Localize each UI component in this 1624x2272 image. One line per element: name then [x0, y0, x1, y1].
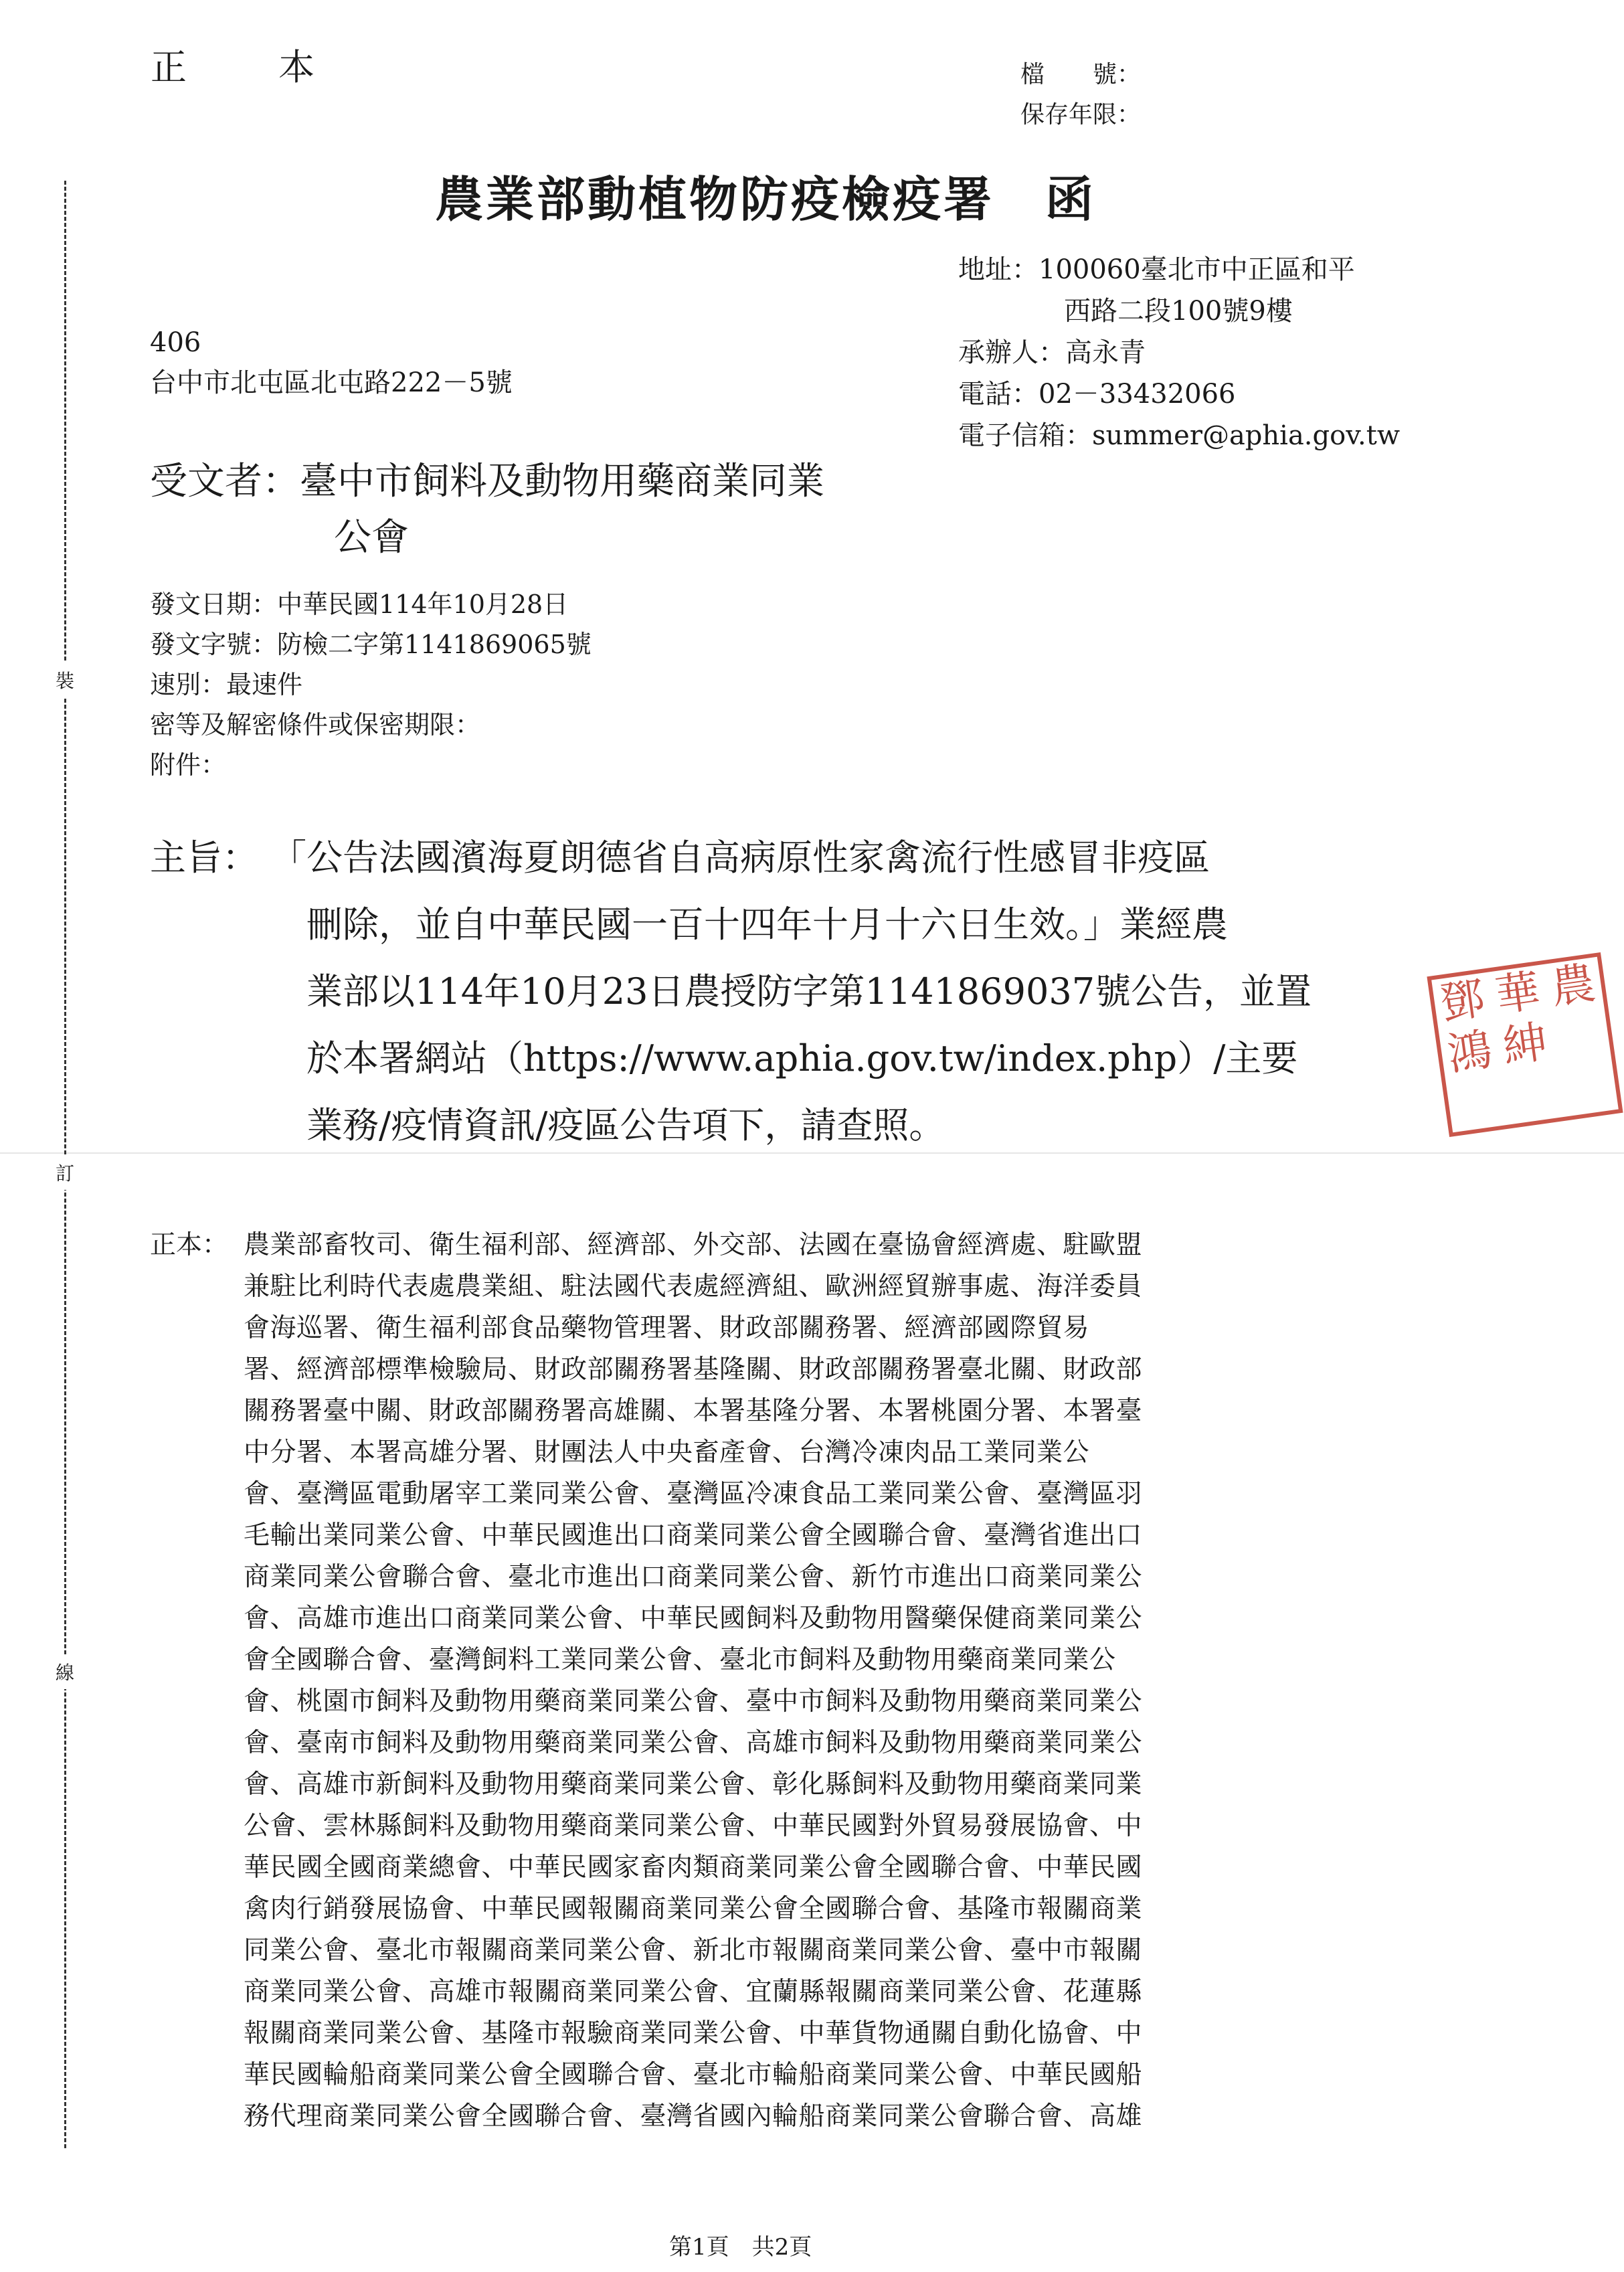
document-meta	[150, 584, 592, 785]
cc-line: 報關商業同業公會、基隆市報驗商業同業公會、中華貨物通關自動化協會、中	[244, 2018, 1143, 2048]
cc-line: 務代理商業同業公會全國聯合會、臺灣省國內輪船商業同業公會聯合會、高雄	[244, 2101, 1143, 2131]
cc-line: 會、桃園市飼料及動物用藥商業同業公會、臺中市飼料及動物用藥商業同業公	[244, 1686, 1143, 1717]
postal-street: 台中市北屯區北屯路222－5號	[150, 367, 513, 398]
secrecy-class: 密等及解密條件或保密期限：	[150, 710, 481, 739]
sender-phone: 電話：02－33432066	[958, 379, 1236, 410]
recipient	[150, 454, 824, 566]
document-title: 農業部動植物防疫檢疫署 函	[435, 171, 1097, 228]
speed-class: 速別：最速件	[150, 670, 303, 699]
sender-address-line1: 地址：100060臺北市中正區和平	[958, 254, 1355, 285]
issue-date: 發文日期：中華民國114年10月28日	[150, 590, 569, 619]
copy-mark: 正 本	[151, 46, 355, 88]
file-number-label: 檔 號：	[1020, 61, 1142, 88]
seal-char: 華	[1492, 964, 1544, 1023]
cc-line: 中分署、本署高雄分署、財團法人中央畜產會、台灣冷凍肉品工業同業公	[244, 1437, 1090, 1468]
recipient-line2: 公會	[334, 516, 409, 559]
cc-line: 商業同業公會、高雄市報關商業同業公會、宜蘭縣報關商業同業公會、花蓮縣	[244, 1977, 1143, 2007]
seal-char: 鄧	[1437, 972, 1488, 1030]
cc-list	[244, 1225, 1142, 2137]
cc-line: 毛輸出業同業公會、中華民國進出口商業同業公會全國聯合會、臺灣省進出口	[244, 1520, 1143, 1551]
seal-char: 農	[1547, 957, 1599, 1015]
cc-line: 公會、雲林縣飼料及動物用藥商業同業公會、中華民國對外貿易發展協會、中	[244, 1811, 1143, 1841]
issue-number: 發文字號：防檢二字第1141869065號	[150, 630, 592, 659]
subject-line: 於本署網站（https://www.aphia.gov.tw/index.php）/主要	[270, 1037, 1298, 1079]
cc-label: 正本：	[150, 1230, 229, 1260]
margin-char-zhuang: 裝	[56, 663, 74, 697]
postal-code: 406	[150, 327, 201, 358]
cc-line: 會海巡署、衛生福利部食品藥物管理署、財政部關務署、經濟部國際貿易	[244, 1313, 1090, 1343]
cc-line: 關務署臺中關、財政部關務署高雄關、本署基隆分署、本署桃園分署、本署臺	[244, 1396, 1143, 1426]
subject-line: 業部以114年10月23日農授防字第1141869037號公告，並置	[270, 970, 1312, 1013]
file-labels	[1020, 55, 1141, 135]
official-seal	[1427, 952, 1623, 1137]
sender-address-line2: 西路二段100號9樓	[1064, 296, 1293, 327]
postal-address	[150, 323, 513, 403]
cc-line: 禽肉行銷發展協會、中華民國報關商業同業公會全國聯合會、基隆市報關商業	[244, 1894, 1143, 1924]
cc-line: 會、高雄市新飼料及動物用藥商業同業公會、彰化縣飼料及動物用藥商業同業	[244, 1769, 1143, 1800]
subject-line: 刪除，並自中華民國一百十四年十月十六日生效。」業經農	[270, 903, 1228, 946]
attachment: 附件：	[150, 750, 227, 780]
recipient-line1: 受文者：臺中市飼料及動物用藥商業同業	[150, 460, 824, 503]
cc-line: 華民國輪船商業同業公會全國聯合會、臺北市輪船商業同業公會、中華民國船	[244, 2060, 1143, 2090]
cc-line: 農業部畜牧司、衛生福利部、經濟部、外交部、法國在臺協會經濟處、駐歐盟	[244, 1230, 1143, 1260]
cc-line: 同業公會、臺北市報關商業同業公會、新北市報關商業同業公會、臺中市報關	[244, 1935, 1143, 1965]
sender-info	[958, 249, 1400, 456]
cc-line: 會全國聯合會、臺灣飼料工業同業公會、臺北市飼料及動物用藥商業同業公	[244, 1645, 1116, 1675]
seal-char: 鴻	[1444, 1023, 1496, 1081]
cc-line: 會、高雄市進出口商業同業公會、中華民國飼料及動物用醫藥保健商業同業公	[244, 1603, 1143, 1634]
cc-line: 署、經濟部標準檢驗局、財政部關務署基隆關、財政部關務署臺北關、財政部	[244, 1355, 1143, 1385]
subject-line: 「公告法國濱海夏朗德省自高病原性家禽流行性感冒非疫區	[270, 837, 1210, 879]
retention-label: 保存年限：	[1020, 101, 1142, 128]
cc-line: 會、臺南市飼料及動物用藥商業同業公會、高雄市飼料及動物用藥商業同業公	[244, 1728, 1143, 1758]
cc-line: 華民國全國商業總會、中華民國家畜肉類商業同業公會全國聯合會、中華民國	[244, 1852, 1143, 1883]
page-footer: 第1頁 共2頁	[669, 2234, 812, 2261]
sender-handler: 承辦人：高永青	[958, 337, 1146, 368]
subject-line: 業務/疫情資訊/疫區公告項下，請查照。	[270, 1104, 945, 1146]
subject-label: 主旨：	[150, 837, 258, 879]
cc-line: 會、臺灣區電動屠宰工業同業公會、臺灣區冷凍食品工業同業公會、臺灣區羽	[244, 1479, 1143, 1509]
margin-char-ding: 訂	[56, 1155, 74, 1190]
margin-char-xian: 線	[56, 1654, 74, 1689]
cc-line: 兼駐比利時代表處農業組、駐法國代表處經濟組、歐洲經貿辦事處、海洋委員	[244, 1272, 1143, 1302]
cc-line: 商業同業公會聯合會、臺北市進出口商業同業公會、新竹市進出口商業同業公	[244, 1562, 1143, 1592]
seal-char: 紳	[1499, 1015, 1550, 1073]
sender-email: 電子信箱：summer@aphia.gov.tw	[958, 420, 1401, 451]
subject-text	[270, 824, 1595, 1159]
